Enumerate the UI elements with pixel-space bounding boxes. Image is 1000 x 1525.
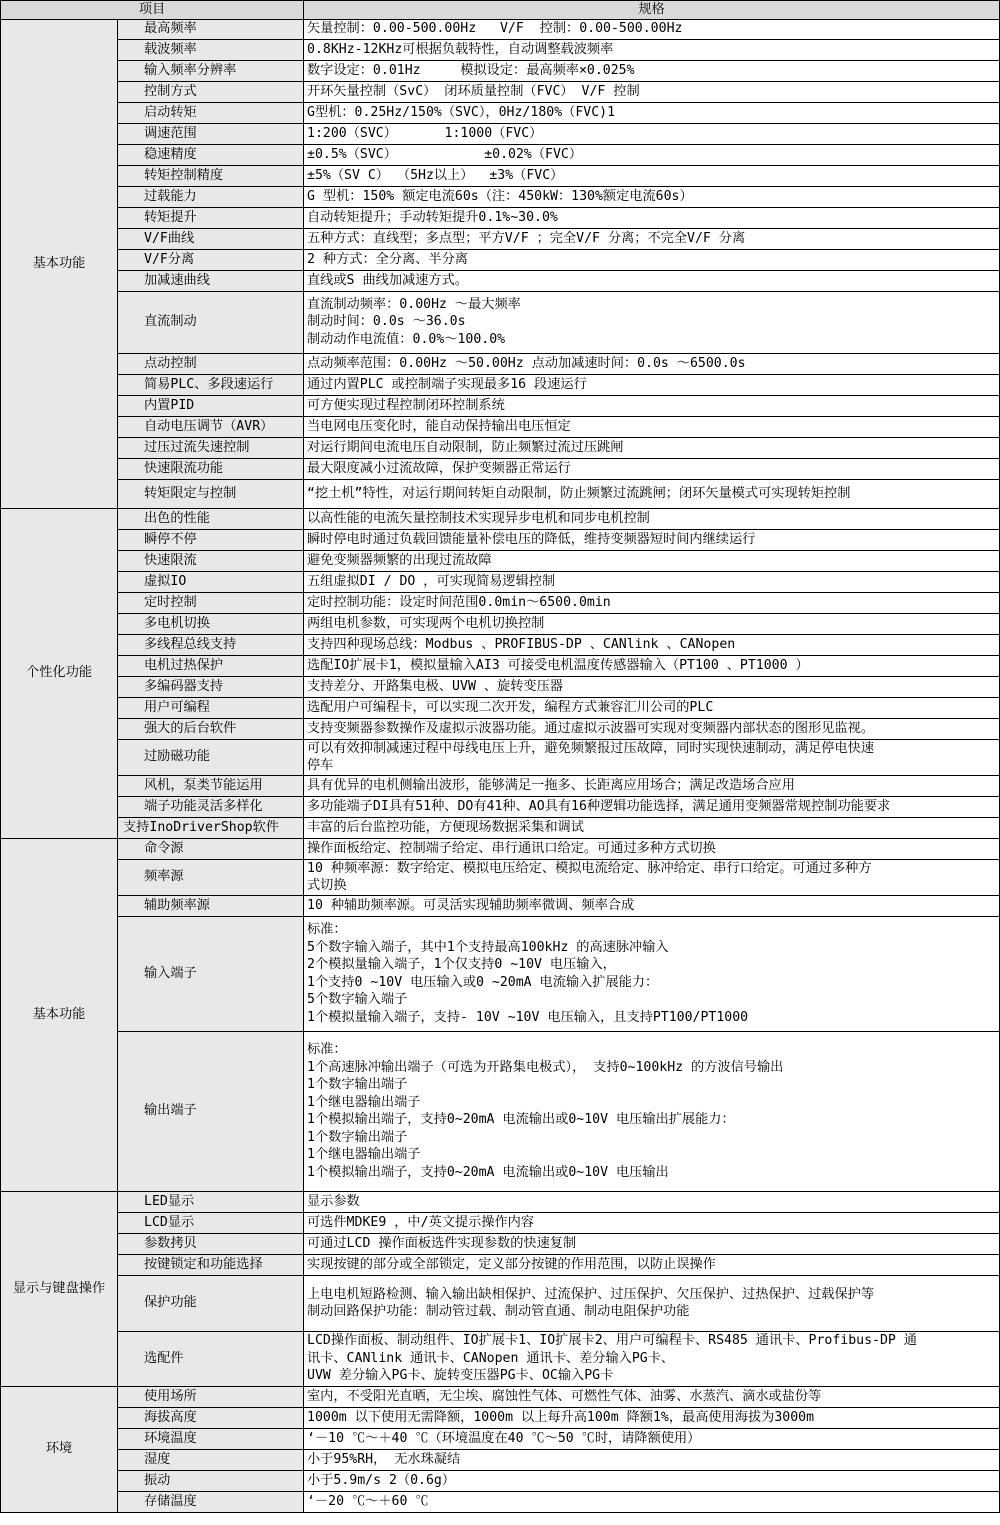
table-row	[1, 1275, 1000, 1331]
table-row	[1, 739, 1000, 775]
spec-cell	[304, 817, 1000, 838]
item-cell: 载波频率	[118, 39, 304, 60]
item-cell: 电机过热保护	[118, 655, 304, 676]
item-cell: 直流制动	[118, 291, 304, 353]
spec-cell	[304, 1254, 1000, 1275]
group-display-keyboard: 显示与键盘操作	[1, 1191, 118, 1386]
spec-cell	[304, 916, 1000, 1031]
spec-cell	[304, 1275, 1000, 1331]
item-cell: 按键锁定和功能选择	[118, 1254, 304, 1275]
spec-cell	[304, 613, 1000, 634]
spec-line: 可选件MDKE9 ，中/英文提示操作内容	[307, 1214, 535, 1230]
item-cell: 命令源	[118, 838, 304, 859]
spec-line: ‘－10 ℃～＋40 ℃（环境温度在40 ℃～50 ℃时，请降额使用）	[307, 1430, 701, 1446]
spec-line: 直线或S 曲线加减速方式。	[307, 272, 468, 288]
table-row	[1, 374, 1000, 395]
spec-cell	[304, 655, 1000, 676]
spec-cell	[304, 676, 1000, 697]
table-row	[1, 165, 1000, 186]
spec-line: 五种方式：直线型；多点型；平方V/F ；完全V/F 分离；不完全V/F 分离	[307, 230, 746, 246]
table-row	[1, 592, 1000, 613]
table-row	[1, 228, 1000, 249]
table-row	[1, 437, 1000, 458]
spec-cell	[304, 102, 1000, 123]
table-row	[1, 1449, 1000, 1470]
table-row	[1, 416, 1000, 437]
spec-cell	[304, 186, 1000, 207]
table-row	[1, 207, 1000, 228]
spec-cell	[304, 249, 1000, 270]
spec-cell	[304, 458, 1000, 479]
spec-cell	[304, 437, 1000, 458]
item-cell: 转矩提升	[118, 207, 304, 228]
spec-line: 开环矢量控制（SvC） 闭环质量控制（FVC） V/F 控制	[307, 83, 640, 99]
spec-line: 1000m 以下使用无需降额，1000m 以上每升高100m 降额1%，最高使用海拔为3000m	[307, 1409, 815, 1425]
spec-cell	[304, 1449, 1000, 1470]
table-row	[1, 1428, 1000, 1449]
spec-cell	[304, 508, 1000, 529]
spec-line: 1个模拟输出端子，支持0~20mA 电流输出或0~10V 电压输出扩展能力：	[307, 1112, 735, 1127]
spec-cell	[304, 374, 1000, 395]
header-row	[1, 1, 1000, 20]
spec-cell	[304, 634, 1000, 655]
spec-line: 1个数字输出端子	[307, 1129, 408, 1145]
item-cell: 转矩限定与控制	[118, 479, 304, 508]
spec-line: 数字设定：0.01Hz 模拟设定：最高频率×0.025%	[307, 62, 635, 78]
spec-cell	[304, 775, 1000, 796]
item-cell: 海拔高度	[118, 1407, 304, 1428]
table-row	[1, 19, 1000, 39]
item-cell: 振动	[118, 1470, 304, 1491]
table-row	[1, 634, 1000, 655]
item-cell: 虚拟IO	[118, 571, 304, 592]
table-row	[1, 186, 1000, 207]
item-cell: 频率源	[118, 859, 304, 895]
table-row	[1, 102, 1000, 123]
item-cell: V/F曲线	[118, 228, 304, 249]
item-cell: 转矩控制精度	[118, 165, 304, 186]
spec-line: 以高性能的电流矢量控制技术实现异步电机和同步电机控制	[307, 510, 650, 526]
header-item: 项目	[1, 1, 304, 20]
spec-line: 上电电机短路检测、输入输出缺相保护、过流保护、过压保护、欠压保护、过热保护、过载保护等	[307, 1286, 875, 1302]
item-cell: 定时控制	[118, 592, 304, 613]
spec-line: 制动时间：0.0s ～36.0s	[307, 314, 466, 330]
spec-cell	[304, 571, 1000, 592]
item-cell: 保护功能	[118, 1275, 304, 1331]
spec-line: 当电网电压变化时，能自动保持输出电压恒定	[307, 418, 571, 434]
table-row	[1, 895, 1000, 916]
table-row	[1, 39, 1000, 60]
table-row	[1, 718, 1000, 739]
spec-line: 通过内置PLC 或控制端子实现最多16 段速运行	[307, 376, 587, 392]
item-cell: 内置PID	[118, 395, 304, 416]
spec-line: 定时控制功能：设定时间范围0.0min～6500.0min	[307, 594, 611, 610]
item-cell: 控制方式	[118, 81, 304, 102]
spec-cell	[304, 1191, 1000, 1212]
spec-cell	[304, 144, 1000, 165]
spec-line: 0.8KHz-12KHz可根据负载特性，自动调整载波频率	[307, 41, 614, 57]
spec-line: G型机：0.25Hz/150%（SVC），0Hz/180%（FVC)1	[307, 104, 616, 120]
spec-line: 室内，不受阳光直晒，无尘埃、腐蚀性气体、可燃性气体、油雾、水蒸汽、滴水或盐份等	[307, 1388, 822, 1404]
table-row	[1, 270, 1000, 291]
spec-cell	[304, 1233, 1000, 1254]
spec-line: 选配IO扩展卡1，模拟量输入AI3 可接受电机温度传感器输入（PT100 、PT1000 ）	[307, 657, 809, 673]
spec-cell	[304, 39, 1000, 60]
spec-cell	[304, 60, 1000, 81]
spec-line: 2个模拟量输入端子，1个仅支持0 ~10V 电压输入，	[307, 957, 616, 972]
spec-line: 可以有效抑制减速过程中母线电压上升，避免频繁报过压故障，同时实现快速制动，满足停电快速	[307, 740, 875, 756]
spec-cell	[304, 228, 1000, 249]
spec-cell	[304, 1470, 1000, 1491]
item-cell: 强大的后台软件	[118, 718, 304, 739]
spec-cell	[304, 1491, 1000, 1512]
table-row	[1, 916, 1000, 1031]
item-cell: 输入端子	[118, 916, 304, 1031]
table-row	[1, 395, 1000, 416]
spec-cell	[304, 697, 1000, 718]
item-cell: 自动电压调节（AVR）	[118, 416, 304, 437]
spec-line: 1个模拟输出端子，支持0~20mA 电流输出或0~10V 电压输出	[307, 1164, 669, 1180]
table-row	[1, 123, 1000, 144]
item-cell: 使用场所	[118, 1386, 304, 1407]
table-row	[1, 796, 1000, 817]
table-row	[1, 550, 1000, 571]
spec-line: 10 种辅助频率源。可灵活实现辅助频率微调、频率合成	[307, 897, 635, 913]
spec-cell	[304, 479, 1000, 508]
item-cell: 风机，泵类节能运用	[118, 775, 304, 796]
spec-line: 式切换	[307, 878, 347, 893]
item-cell: 输入频率分辨率	[118, 60, 304, 81]
table-row	[1, 1254, 1000, 1275]
spec-line: 具有优异的电机侧输出波形，能够满足一拖多、长距离应用场合；满足改造场合应用	[307, 777, 795, 793]
spec-cell	[304, 529, 1000, 550]
item-cell: 加减速曲线	[118, 270, 304, 291]
spec-cell	[304, 859, 1000, 895]
table-row	[1, 1233, 1000, 1254]
item-cell: 参数拷贝	[118, 1233, 304, 1254]
spec-line: 点动频率范围：0.00Hz ～50.00Hz 点动加减速时间：0.0s ～6500.0s	[307, 355, 746, 371]
spec-cell	[304, 123, 1000, 144]
spec-line: 1个数字输出端子	[307, 1077, 408, 1092]
spec-cell	[304, 395, 1000, 416]
table-row	[1, 1191, 1000, 1212]
item-cell: 端子功能灵活多样化	[118, 796, 304, 817]
table-row	[1, 479, 1000, 508]
spec-line: 支持差分、开路集电极、UVW 、旋转变压器	[307, 678, 563, 694]
item-cell: 过励磁功能	[118, 739, 304, 775]
spec-line: 5个数字输入端子，其中1个支持最高100kHz 的高速脉冲输入	[307, 939, 669, 955]
item-cell: 过压过流失速控制	[118, 437, 304, 458]
table-row	[1, 697, 1000, 718]
spec-line: 矢量控制：0.00-500.00Hz V/F 控制：0.00-500.00Hz	[307, 21, 683, 37]
spec-cell	[304, 592, 1000, 613]
spec-cell	[304, 550, 1000, 571]
item-cell: 多编码器支持	[118, 676, 304, 697]
table-row	[1, 1331, 1000, 1386]
spec-cell	[304, 796, 1000, 817]
spec-cell	[304, 838, 1000, 859]
table-row	[1, 676, 1000, 697]
spec-line: 丰富的后台监控功能，方便现场数据采集和调试	[307, 819, 584, 835]
item-cell: 存储温度	[118, 1491, 304, 1512]
spec-cell	[304, 1212, 1000, 1233]
spec-line: LCD操作面板、制动组件、IO扩展卡1、IO扩展卡2、用户可编程卡、RS485 通讯卡、Profibus-DP 通	[307, 1333, 917, 1349]
item-cell: 快速限流	[118, 550, 304, 571]
spec-line: 实现按键的部分或全部锁定，定义部分按键的作用范围，以防止误操作	[307, 1256, 716, 1272]
spec-line: 10 种频率源：数字给定、模拟电压给定、模拟电流给定、脉冲给定、串行口给定。可通过多种方	[307, 860, 872, 876]
item-cell: 出色的性能	[118, 508, 304, 529]
table-row	[1, 249, 1000, 270]
spec-cell	[304, 19, 1000, 39]
table-row	[1, 1470, 1000, 1491]
spec-cell	[304, 895, 1000, 916]
spec-line: 支持四种现场总线：Modbus 、PROFIBUS-DP 、CANlink 、CANopen	[307, 636, 736, 652]
spec-cell	[304, 291, 1000, 353]
spec-line: UVW 差分输入PG卡、旋转变压器PG卡、OC输入PG卡	[307, 1368, 614, 1384]
spec-line: ±0.5%（SVC） ±0.02%（FVC）	[307, 146, 583, 162]
spec-cell	[304, 718, 1000, 739]
table-row	[1, 838, 1000, 859]
item-cell: 最高频率	[118, 19, 304, 39]
group-basic-functions: 基本功能	[1, 19, 118, 508]
spec-line: 操作面板给定、控制端子给定、串行通讯口给定。可通过多种方式切换	[307, 840, 716, 856]
table-row	[1, 81, 1000, 102]
spec-line: 1:200（SVC） 1:1000（FVC）	[307, 125, 543, 141]
item-cell: LCD显示	[118, 1212, 304, 1233]
header-spec: 规格	[304, 1, 1000, 20]
spec-line: ±5%（SV C） （5Hz以上） ±3%（FVC）	[307, 167, 564, 183]
table-row	[1, 655, 1000, 676]
spec-cell	[304, 416, 1000, 437]
item-cell: 环境温度	[118, 1428, 304, 1449]
spec-line: 可方便实现过程控制闭环控制系统	[307, 397, 505, 413]
spec-cell	[304, 81, 1000, 102]
item-cell: 多电机切换	[118, 613, 304, 634]
spec-cell	[304, 739, 1000, 775]
table-row	[1, 458, 1000, 479]
table-row	[1, 775, 1000, 796]
item-cell: 多线程总线支持	[118, 634, 304, 655]
spec-line: ‘－20 ℃～＋60 ℃	[307, 1493, 429, 1509]
table-row	[1, 859, 1000, 895]
spec-line: 避免变频器频繁的出现过流故障	[307, 552, 492, 568]
spec-line: 1个继电器输出端子	[307, 1147, 421, 1162]
spec-line: 讯卡、CANlink 通讯卡、CANopen 通讯卡、差分输入PG卡、	[307, 1350, 675, 1366]
table-row	[1, 571, 1000, 592]
item-cell: 用户可编程	[118, 697, 304, 718]
spec-line: 显示参数	[307, 1193, 360, 1209]
item-cell: 支持InoDriverShop软件	[118, 817, 304, 838]
item-cell: 启动转矩	[118, 102, 304, 123]
spec-line: 两组电机参数，可实现两个电机切换控制	[307, 615, 545, 631]
spec-line: G 型机：150% 额定电流60s（注：450kW：130%额定电流60s）	[307, 188, 693, 204]
spec-line: 五组虚拟DI / DO ，可实现简易逻辑控制	[307, 573, 556, 589]
spec-cell	[304, 1031, 1000, 1191]
group-environment: 环境	[1, 1386, 118, 1512]
table-row	[1, 1212, 1000, 1233]
item-cell: 瞬停不停	[118, 529, 304, 550]
spec-line: 直流制动频率：0.00Hz ～最大频率	[307, 296, 521, 312]
spec-line: 标准：	[307, 1042, 347, 1057]
table-row	[1, 144, 1000, 165]
spec-line: 停车	[307, 758, 334, 773]
spec-line: 1个模拟量输入端子，支持- 10V ~10V 电压输入，且支持PT100/PT1000	[307, 1009, 749, 1025]
spec-line: 1个支持0 ~10V 电压输入或0 ~20mA 电流输入扩展能力：	[307, 974, 659, 990]
item-cell: 稳速精度	[118, 144, 304, 165]
spec-line: 多功能端子DI具有51种、DO有41种、AO具有16种逻辑功能选择，满足通用变频器常规控制功能要求	[307, 798, 891, 814]
table-row	[1, 353, 1000, 374]
spec-line: 支持变频器参数操作及虚拟示波器功能。通过虚拟示波器可实现对变频器内部状态的图形见监视。	[307, 720, 875, 736]
item-cell: 过载能力	[118, 186, 304, 207]
spec-cell	[304, 165, 1000, 186]
table-row	[1, 60, 1000, 81]
spec-line: “挖土机”特性，对运行期间转矩自动限制，防止频繁过流跳闸；闭环矢量模式可实现转矩控制	[307, 485, 851, 501]
table-row	[1, 1386, 1000, 1407]
item-cell: 快速限流功能	[118, 458, 304, 479]
item-cell: 点动控制	[118, 353, 304, 374]
table-row	[1, 1407, 1000, 1428]
spec-line: 对运行期间电流电压自动限制，防止频繁过流过压跳闸	[307, 439, 624, 455]
spec-line: 小于95%RH， 无水珠凝结	[307, 1451, 461, 1467]
item-cell: 输出端子	[118, 1031, 304, 1191]
spec-line: 瞬时停电时通过负载回馈能量补偿电压的降低，维持变频器短时间内继续运行	[307, 531, 756, 547]
table-row	[1, 817, 1000, 838]
spec-line: 自动转矩提升；手动转矩提升0.1%~30.0%	[307, 209, 558, 225]
spec-line: 1个高速脉冲输出端子（可选为开路集电极式）， 支持0~100kHz 的方波信号输出	[307, 1059, 784, 1075]
table-row	[1, 1031, 1000, 1191]
table-row	[1, 1491, 1000, 1512]
item-cell: 简易PLC、多段速运行	[118, 374, 304, 395]
spec-cell	[304, 1331, 1000, 1386]
spec-line: 5个数字输入端子	[307, 992, 408, 1007]
table-row	[1, 613, 1000, 634]
table-row	[1, 508, 1000, 529]
item-cell: LED显示	[118, 1191, 304, 1212]
spec-cell	[304, 1386, 1000, 1407]
spec-cell	[304, 1428, 1000, 1449]
spec-line: 制动动作电流值：0.0%～100.0%	[307, 331, 506, 347]
item-cell: 调速范围	[118, 123, 304, 144]
item-cell: V/F分离	[118, 249, 304, 270]
table-body	[1, 19, 1000, 1512]
spec-line: 小于5.9m/s 2（0.6g）	[307, 1472, 456, 1488]
spec-cell	[304, 270, 1000, 291]
spec-line: 2 种方式：全分离、半分离	[307, 251, 468, 267]
spec-line: 选配用户可编程卡，可以实现二次开发，编程方式兼容汇川公司的PLC	[307, 699, 714, 715]
group-personalized-functions: 个性化功能	[1, 508, 118, 838]
spec-cell	[304, 207, 1000, 228]
table-row	[1, 291, 1000, 353]
item-cell: 湿度	[118, 1449, 304, 1470]
spec-cell	[304, 353, 1000, 374]
spec-line: 标准：	[307, 922, 347, 937]
spec-line: 可通过LCD 操作面板选件实现参数的快速复制	[307, 1235, 577, 1251]
item-cell: 辅助频率源	[118, 895, 304, 916]
group-basic-io: 基本功能	[1, 838, 118, 1191]
spec-line: 1个继电器输出端子	[307, 1094, 421, 1110]
spec-line: 最大限度减小过流故障，保护变频器正常运行	[307, 460, 571, 476]
spec-cell	[304, 1407, 1000, 1428]
table-row	[1, 529, 1000, 550]
spec-line: 制动回路保护功能：制动管过载、制动管直通、制动电阻保护功能	[307, 1304, 690, 1319]
item-cell: 选配件	[118, 1331, 304, 1386]
